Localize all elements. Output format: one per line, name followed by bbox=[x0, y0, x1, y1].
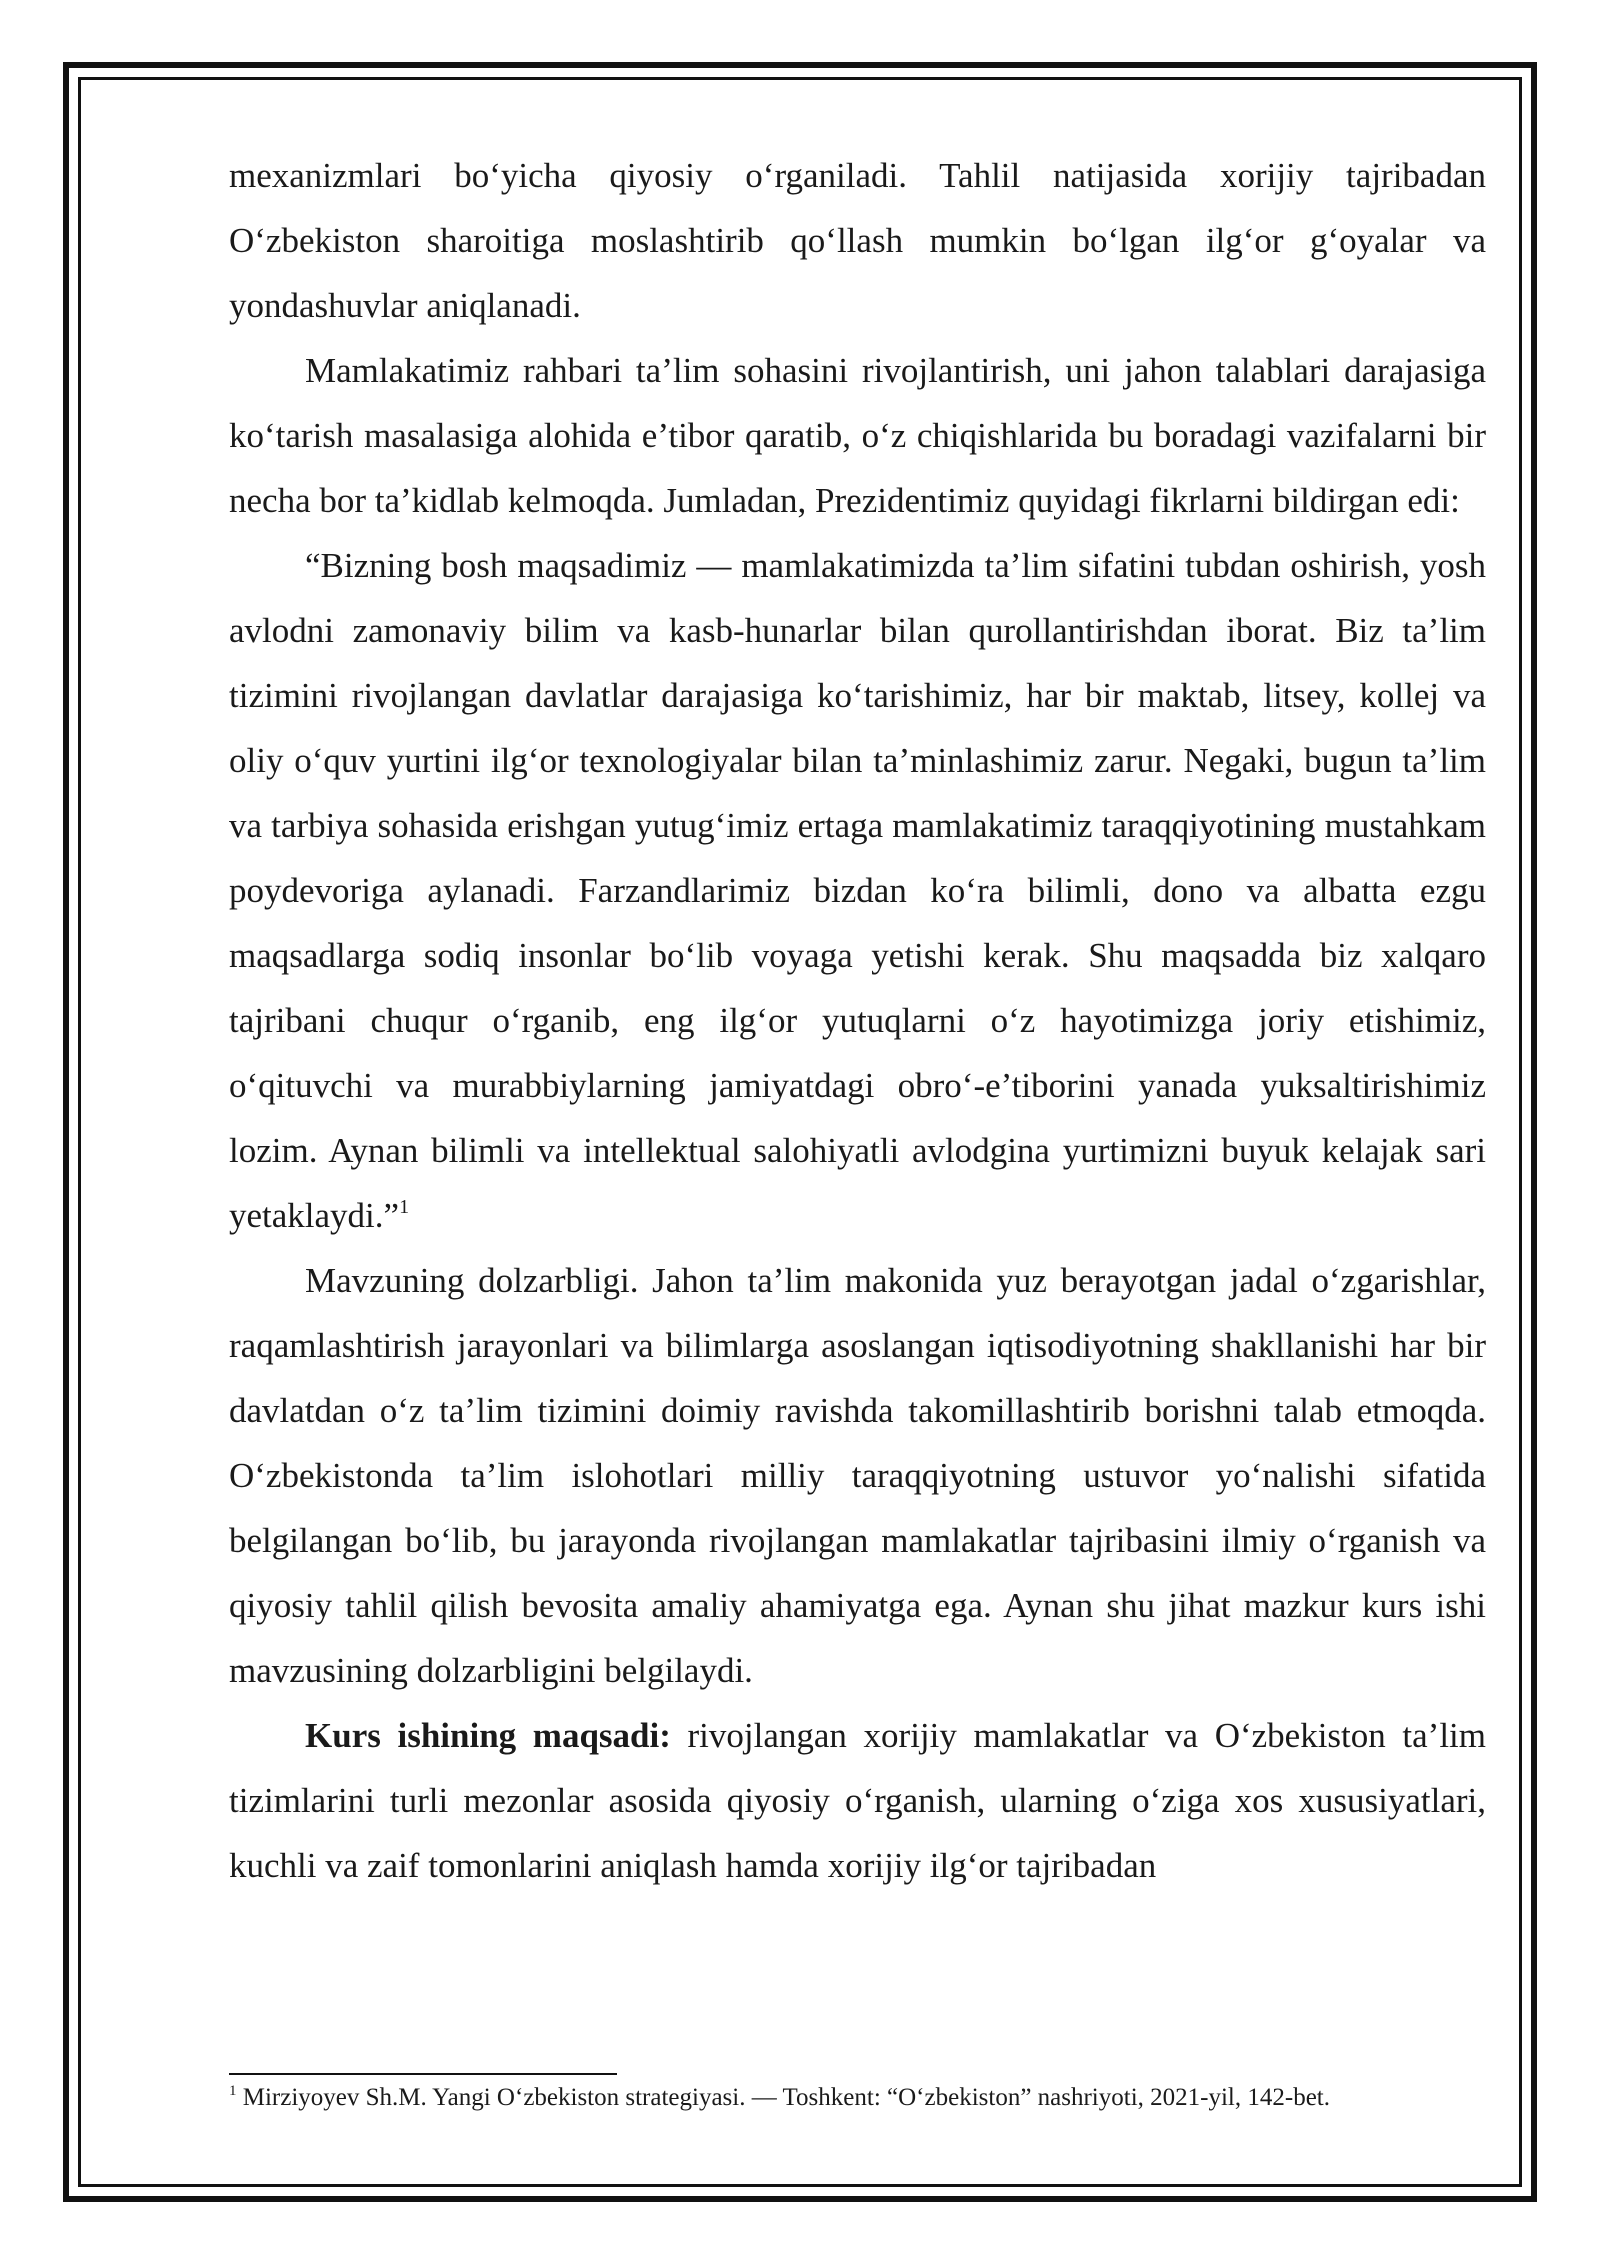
paragraph-continuation: mexanizmlari bo‘yicha qiyosiy o‘rganiladi. Tahlil natijasida xorijiy tajribadan O‘zbekiston sharoitiga moslashtirib qo‘llash mumkin bo‘lgan ilg‘or g‘oyalar va yondashuvlar aniqlanadi. bbox=[229, 156, 1486, 325]
goal-text: rivojlangan xorijiy mamlakatlar va O‘zbekiston ta’lim tizimlarini turli mezonlar asosida qiyosiy o‘rganish, ularning o‘ziga xos xususiyatlari, kuchli va zaif tomonlarini aniqlash hamda xorijiy ilg‘or tajribadan bbox=[229, 1716, 1486, 1885]
footnote-separator bbox=[229, 2073, 617, 2075]
paragraph-relevance: Mavzuning dolzarbligi. Jahon ta’lim makonida yuz berayotgan jadal o‘zgarishlar, raqamlashtirish jarayonlari va bilimlarga asoslangan iqtisodiyotning shakllanishi har bir davlatdan o‘z ta’lim tizimini doimiy ravishda takomillashtirib borishni talab etmoqda. O‘zbekistonda ta’lim islohotlari milliy taraqqiyotning ustuvor yo‘nalishi sifatida belgilangan bo‘lib, bu jarayonda rivojlangan mamlakatlar tajribasini ilmiy o‘rganish va qiyosiy tahlil qilish bevosita amaliy ahamiyatga ega. Aynan shu jihat mazkur kurs ishi mavzusining dolzarbligini belgilaydi. bbox=[229, 1261, 1486, 1690]
paragraph-intro-president: Mamlakatimiz rahbari ta’lim sohasini rivojlantirish, uni jahon talablari darajasiga ko‘tarish masalasiga alohida e’tibor qaratib, o‘z chiqishlarida bu boradagi vazifalarni bir necha bor ta’kidlab kelmoqda. Jumladan, Prezidentimiz quyidagi fikrlarni bildirgan edi: bbox=[229, 351, 1486, 520]
footnote bbox=[229, 2080, 1486, 2116]
document-body bbox=[229, 143, 1486, 1898]
goal-heading: Kurs ishining maqsadi: bbox=[305, 1716, 671, 1755]
footnote-reference: 1 bbox=[399, 1196, 410, 1218]
quote-text: “Bizning bosh maqsadimiz — mamlakatimizda ta’lim sifatini tubdan oshirish, yosh avlodni zamonaviy bilim va kasb-hunarlar bilan qurollantirishdan iborat. Biz ta’lim tizimini rivojlangan davlatlar darajasiga ko‘tarishimiz, har bir maktab, litsey, kollej va oliy o‘quv yurtini ilg‘or texnologiyalar bilan ta’minlashimiz zarur. Negaki, bugun ta’lim va tarbiya sohasida erishgan yutug‘imiz ertaga mamlakatimiz taraqqiyotining mustahkam poydevoriga aylanadi. Farzandlarimiz bizdan ko‘ra bilimli, dono va albatta ezgu maqsadlarga sodiq insonlar bo‘lib voyaga yetishi kerak. Shu maqsadda biz xalqaro tajribani chuqur o‘rganib, eng ilg‘or yutuqlarni o‘z hayotimizga joriy etishimiz, o‘qituvchi va murabbiylarning jamiyatdagi obro‘-e’tiborini yanada yuksaltirishimiz lozim. Aynan bilimli va intellektual salohiyatli avlodgina yurtimizni buyuk kelajak sari yetaklaydi.” bbox=[229, 546, 1486, 1235]
footnote-text: Mirziyoyev Sh.M. Yangi O‘zbekiston strategiyasi. — Toshkent: “O‘zbekiston” nashriyoti, 2021-yil, 142-bet. bbox=[236, 2084, 1330, 2111]
footnote-number: 1 bbox=[229, 2083, 237, 2099]
paragraph-goal bbox=[229, 1703, 1486, 1898]
paragraph-quote bbox=[229, 533, 1486, 1248]
